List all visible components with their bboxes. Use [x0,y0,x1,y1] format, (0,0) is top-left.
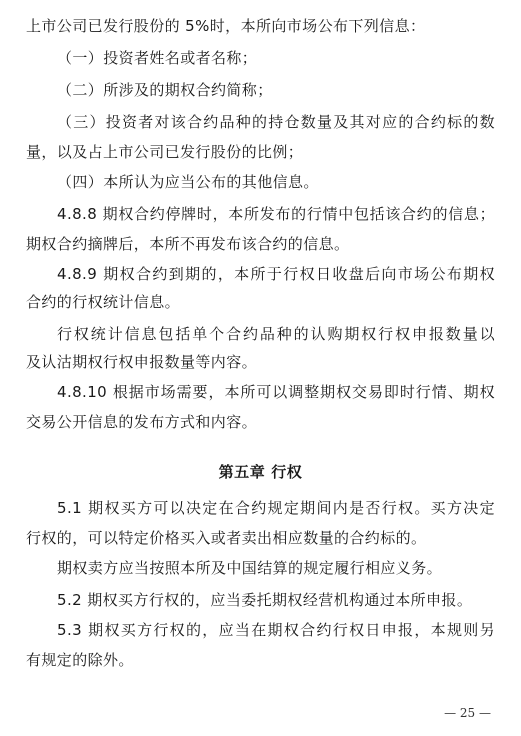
paragraph-line: 行权的，可以特定价格买入或者卖出相应数量的合约标的。 [26,529,427,547]
article-5-2: 5.2 期权买方行权的，应当委托期权经营机构通过本所申报。 [57,591,473,609]
paragraph-line: 有规定的除外。 [26,651,134,669]
article-4-8-9: 4.8.9 期权合约到期的，本所于行权日收盘后向市场公布期权 [57,265,495,283]
article-4-8-8: 4.8.8 期权合约停牌时，本所发布的行情中包括该合约的信息； [57,205,495,223]
paragraph-line: 合约的行权统计信息。 [26,293,181,311]
paragraph-line: 及认沽期权行权申报数量等内容。 [26,353,258,371]
paragraph-line: 交易公开信息的发布方式和内容。 [26,413,258,431]
paragraph-line: 行权统计信息包括单个合约品种的认购期权行权申报数量以 [57,325,495,343]
list-item: （二）所涉及的期权合约简称； [57,81,273,99]
paragraph-line: 期权合约摘牌后，本所不再发布该合约的信息。 [26,235,350,253]
chapter-heading: 第五章 行权 [218,463,303,481]
paragraph-line: 期权卖方应当按照本所及中国结算的规定履行相应义务。 [57,559,443,577]
article-4-8-10: 4.8.10 根据市场需要，本所可以调整期权交易即时行情、期权 [57,383,495,401]
paragraph-line: 量，以及占上市公司已发行股份的比例； [26,143,304,161]
list-item: （三）投资者对该合约品种的持仓数量及其对应的合约标的数 [57,113,495,131]
list-item: （一）投资者姓名或者名称； [57,49,258,67]
list-item: （四）本所认为应当公布的其他信息。 [57,173,319,191]
page-number: — 25 — [444,706,491,720]
article-5-1: 5.1 期权买方可以决定在合约规定期间内是否行权。买方决定 [57,499,495,517]
paragraph-line: 上市公司已发行股份的 5%时，本所向市场公布下列信息： [26,17,426,35]
article-5-3: 5.3 期权买方行权的，应当在期权合约行权日申报，本规则另 [57,621,495,639]
